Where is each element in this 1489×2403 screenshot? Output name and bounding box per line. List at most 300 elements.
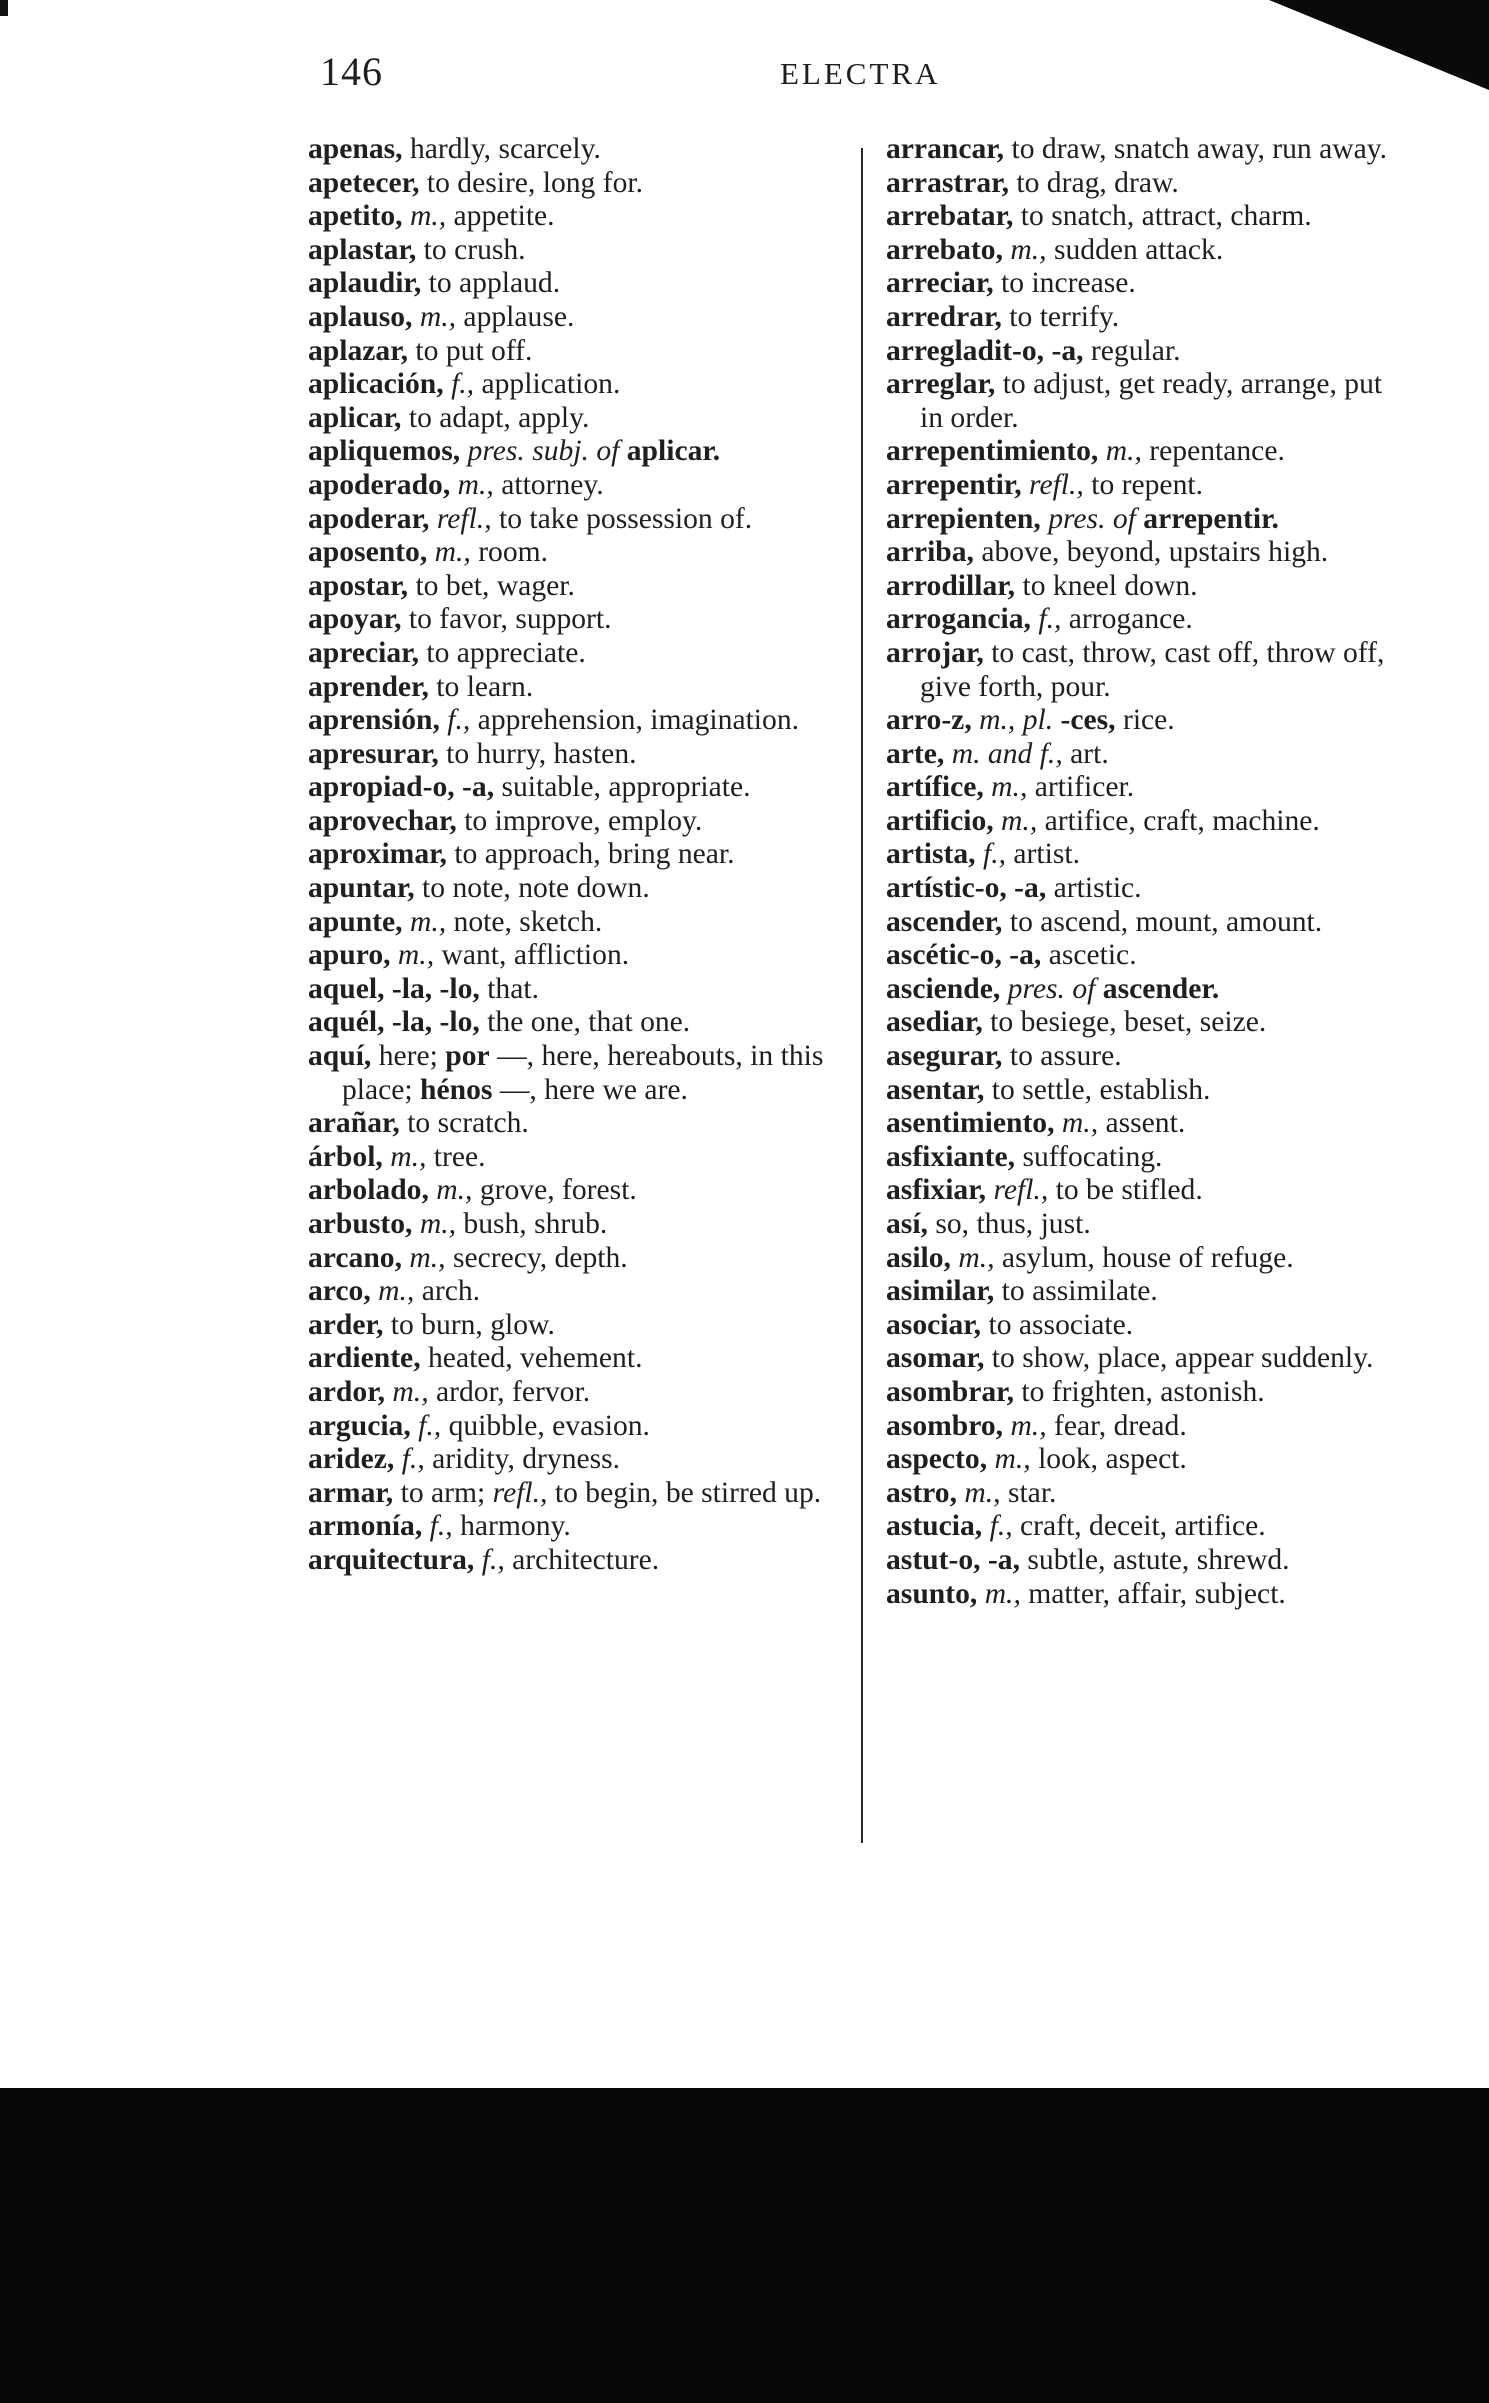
entry-grammar-label: m., bbox=[434, 536, 471, 569]
dictionary-entry bbox=[886, 503, 1406, 537]
scan-corner-mark bbox=[0, 0, 8, 16]
entry-cross-reference: ascender. bbox=[1102, 972, 1220, 1005]
entry-grammar-label: m., bbox=[1061, 1107, 1099, 1140]
dictionary-entry bbox=[308, 637, 848, 671]
entry-headword: apuntar, bbox=[308, 872, 415, 905]
entry-definition: to scratch. bbox=[399, 1107, 529, 1140]
entry-grammar-label: f., bbox=[401, 1443, 425, 1476]
entry-grammar-label: m., bbox=[994, 1443, 1031, 1476]
dictionary-entry bbox=[886, 200, 1406, 234]
entry-headword: ascétic-o, -a, bbox=[886, 939, 1042, 972]
dictionary-entry bbox=[308, 536, 848, 570]
dictionary-entry bbox=[308, 1040, 848, 1107]
entry-definition: artificer. bbox=[1027, 771, 1135, 804]
dictionary-entry bbox=[308, 133, 848, 167]
entry-headword: arrojar, bbox=[886, 636, 984, 669]
dictionary-entry bbox=[886, 838, 1406, 872]
entry-grammar-label: m., bbox=[1105, 435, 1142, 468]
entry-headword: aridez, bbox=[308, 1443, 395, 1476]
entry-definition: to note, note down. bbox=[414, 872, 650, 905]
entry-definition: look, aspect. bbox=[1030, 1443, 1187, 1476]
dictionary-entry bbox=[308, 570, 848, 604]
entry-grammar-label: m., bbox=[958, 1241, 995, 1274]
entry-definition bbox=[619, 435, 626, 467]
entry-headword: asegurar, bbox=[886, 1040, 1003, 1073]
entry-headword: apoderado, bbox=[308, 468, 451, 501]
entry-headword: aposento, bbox=[308, 536, 428, 569]
entry-grammar-label: refl., bbox=[1029, 468, 1084, 501]
entry-definition: —, here, hereabouts, in this place; bbox=[342, 1040, 824, 1106]
entry-definition: apprehension, imagination. bbox=[470, 704, 800, 737]
dictionary-entry bbox=[886, 469, 1406, 503]
entry-headword: asentimiento, bbox=[886, 1107, 1055, 1140]
dictionary-entry bbox=[308, 1342, 848, 1376]
entry-definition: to bet, wager. bbox=[408, 569, 575, 602]
entry-headword: aprovechar, bbox=[308, 804, 457, 837]
entry-cross-reference: -ces, bbox=[1060, 704, 1116, 737]
entry-definition: to cast, throw, cast off, throw off, give forth, pour. bbox=[920, 636, 1385, 703]
entry-definition: application. bbox=[474, 368, 621, 401]
dictionary-entry bbox=[886, 1141, 1406, 1175]
entry-definition: to adapt, apply. bbox=[401, 401, 590, 434]
dictionary-entry bbox=[886, 771, 1406, 805]
entry-headword: asunto, bbox=[886, 1577, 978, 1610]
dictionary-entry bbox=[886, 536, 1406, 570]
entry-definition: bush, shrub. bbox=[456, 1208, 608, 1240]
entry-headword: asfixiante, bbox=[886, 1140, 1016, 1173]
entry-headword: arro-z, bbox=[886, 704, 972, 737]
dictionary-entry bbox=[308, 1510, 848, 1544]
entry-headword: así, bbox=[886, 1208, 928, 1240]
entry-headword: aplicar, bbox=[308, 401, 402, 434]
entry-definition: to arm; bbox=[393, 1476, 493, 1509]
entry-grammar-label: m., bbox=[409, 1241, 446, 1274]
entry-definition: arch. bbox=[414, 1275, 481, 1308]
entry-grammar-label: pres. of bbox=[1048, 502, 1136, 535]
entry-definition: to kneel down. bbox=[1015, 569, 1198, 602]
entry-headword: armar, bbox=[308, 1476, 394, 1509]
entry-grammar-label: m., bbox=[457, 468, 494, 501]
entry-grammar-label: m., bbox=[378, 1275, 415, 1308]
dictionary-entry bbox=[308, 603, 848, 637]
entry-headword: apunte, bbox=[308, 905, 403, 938]
entry-cross-reference: arrepentir. bbox=[1143, 502, 1279, 535]
dictionary-entry bbox=[308, 368, 848, 402]
entry-headword: aproximar, bbox=[308, 838, 447, 871]
entry-definition: to learn. bbox=[428, 670, 534, 703]
dictionary-entry bbox=[886, 906, 1406, 940]
entry-definition: room. bbox=[470, 536, 549, 569]
dictionary-entry bbox=[308, 738, 848, 772]
dictionary-entry bbox=[886, 738, 1406, 772]
entry-headword: asilo, bbox=[886, 1241, 951, 1274]
dictionary-entry bbox=[886, 435, 1406, 469]
dictionary-entry bbox=[308, 469, 848, 503]
entry-definition: regular. bbox=[1083, 334, 1181, 367]
dictionary-entry bbox=[886, 368, 1406, 435]
entry-definition bbox=[994, 805, 1001, 837]
entry-definition: arrogance. bbox=[1061, 603, 1193, 636]
entry-headword: arte, bbox=[886, 737, 945, 770]
entry-definition: matter, affair, subject. bbox=[1020, 1577, 1286, 1610]
entry-definition: quibble, evasion. bbox=[441, 1409, 650, 1442]
dictionary-entry bbox=[308, 1006, 848, 1040]
entry-headword: arrepentimiento, bbox=[886, 435, 1099, 468]
dictionary-entry bbox=[308, 167, 848, 201]
entry-headword: artístic-o, -a, bbox=[886, 872, 1047, 905]
dictionary-entry bbox=[308, 234, 848, 268]
entry-headword: arreglar, bbox=[886, 368, 996, 401]
dictionary-entry bbox=[886, 973, 1406, 1007]
entry-headword: astut-o, -a, bbox=[886, 1543, 1020, 1576]
entry-grammar-label: m., bbox=[397, 939, 435, 972]
entry-headword: armonía, bbox=[308, 1510, 423, 1543]
entry-grammar-label: m., bbox=[390, 1140, 427, 1173]
dictionary-entry bbox=[886, 1544, 1406, 1578]
entry-definition: tree. bbox=[426, 1140, 486, 1173]
entry-definition: to show, place, appear suddenly. bbox=[984, 1342, 1374, 1375]
entry-definition: to hurry, hasten. bbox=[438, 737, 637, 770]
dictionary-entry bbox=[886, 301, 1406, 335]
page-curl-shadow bbox=[1269, 0, 1489, 90]
entry-definition bbox=[1098, 435, 1105, 467]
entry-headword: apostar, bbox=[308, 569, 409, 602]
dictionary-entry bbox=[308, 1208, 848, 1242]
dictionary-entry bbox=[308, 704, 848, 738]
entry-definition: suitable, appropriate. bbox=[494, 771, 751, 804]
entry-headword: ardor, bbox=[308, 1375, 386, 1408]
entry-headword: astucia, bbox=[886, 1510, 983, 1543]
entry-definition bbox=[403, 200, 410, 232]
left-column bbox=[308, 133, 848, 1578]
entry-definition: to snatch, attract, charm. bbox=[1013, 200, 1312, 233]
entry-definition: attorney. bbox=[493, 468, 604, 501]
entry-headword: apetito, bbox=[308, 200, 403, 233]
entry-definition: applause. bbox=[456, 300, 575, 333]
entry-headword: aplauso, bbox=[308, 300, 413, 333]
entry-definition: here; bbox=[371, 1040, 446, 1073]
entry-headword: arrepienten, bbox=[886, 502, 1041, 535]
entry-definition bbox=[444, 368, 451, 400]
entry-headword: arredrar, bbox=[886, 300, 1002, 333]
entry-grammar-label: m., bbox=[984, 1577, 1021, 1610]
dictionary-entry bbox=[886, 1208, 1406, 1242]
dictionary-entry bbox=[886, 1309, 1406, 1343]
entry-definition: to adjust, get ready, arrange, put in order. bbox=[920, 368, 1383, 434]
entry-headword: arreciar, bbox=[886, 267, 994, 300]
dictionary-entry bbox=[886, 603, 1406, 637]
entry-headword: aprensión, bbox=[308, 704, 440, 737]
entry-definition: craft, deceit, artifice. bbox=[1012, 1510, 1266, 1543]
entry-definition: that. bbox=[479, 972, 539, 1005]
dictionary-entry bbox=[886, 1510, 1406, 1544]
entry-definition: to appreciate. bbox=[418, 636, 586, 669]
entry-headword: arrastrar, bbox=[886, 166, 1009, 199]
entry-definition bbox=[450, 469, 457, 501]
dictionary-entry bbox=[886, 133, 1406, 167]
entry-definition: to begin, be stirred up. bbox=[547, 1476, 822, 1509]
entry-grammar-label: m., bbox=[991, 771, 1028, 804]
dictionary-entry bbox=[308, 771, 848, 805]
entry-definition: to settle, establish. bbox=[984, 1073, 1211, 1106]
entry-headword: artificio, bbox=[886, 804, 994, 837]
dictionary-entry bbox=[886, 267, 1406, 301]
entry-definition bbox=[1000, 973, 1007, 1005]
entry-definition: to approach, bring near. bbox=[446, 838, 735, 871]
entry-definition: to crush. bbox=[416, 233, 526, 266]
right-column bbox=[886, 133, 1406, 1611]
entry-grammar-label: m., pl. bbox=[979, 704, 1054, 737]
dictionary-entry bbox=[886, 1477, 1406, 1511]
entry-grammar-label: m., bbox=[409, 200, 447, 233]
dictionary-entry bbox=[308, 973, 848, 1007]
dictionary-entry bbox=[886, 1443, 1406, 1477]
dictionary-entry bbox=[308, 503, 848, 537]
dictionary-entry bbox=[308, 1141, 848, 1175]
entry-headword: argucia, bbox=[308, 1409, 411, 1442]
entry-headword: arcano, bbox=[308, 1241, 402, 1274]
entry-grammar-label: pres. of bbox=[1007, 972, 1096, 1005]
entry-definition: sudden attack. bbox=[1046, 233, 1224, 266]
entry-headword: arquitectura, bbox=[308, 1543, 475, 1576]
entry-definition: suffocating. bbox=[1015, 1140, 1163, 1173]
entry-headword: asciende, bbox=[886, 972, 1001, 1005]
entry-grammar-label: f., bbox=[429, 1510, 453, 1543]
entry-headword: arriba, bbox=[886, 536, 974, 569]
entry-definition bbox=[422, 1510, 429, 1542]
dictionary-entry bbox=[308, 939, 848, 973]
entry-headword: aquél, -la, -lo, bbox=[308, 1006, 480, 1039]
page-number: 146 bbox=[320, 49, 383, 94]
entry-definition: to applaud. bbox=[421, 267, 561, 300]
dictionary-entry bbox=[886, 1107, 1406, 1141]
entry-definition: star. bbox=[1000, 1476, 1057, 1509]
column-rule bbox=[861, 148, 863, 1843]
entry-headword: arrancar, bbox=[886, 133, 1005, 165]
entry-cross-reference: aplicar. bbox=[626, 435, 721, 468]
entry-grammar-label: f., bbox=[447, 704, 471, 737]
entry-definition: to besiege, beset, seize. bbox=[982, 1006, 1267, 1039]
entry-headword: asfixiar, bbox=[886, 1174, 987, 1207]
entry-definition: grove, forest. bbox=[472, 1174, 637, 1207]
entry-definition: artifice, craft, machine. bbox=[1037, 804, 1320, 837]
entry-definition bbox=[412, 301, 419, 333]
entry-definition: to associate. bbox=[981, 1308, 1134, 1341]
entry-definition bbox=[944, 738, 951, 770]
entry-headword: arañar, bbox=[308, 1107, 400, 1140]
entry-headword: arco, bbox=[308, 1275, 371, 1308]
entry-definition bbox=[460, 435, 467, 467]
entry-definition bbox=[412, 1208, 419, 1240]
entry-headword: arrebatar, bbox=[886, 200, 1014, 233]
dictionary-entry bbox=[308, 838, 848, 872]
dictionary-entry bbox=[308, 1107, 848, 1141]
entry-definition: to desire, long for. bbox=[419, 166, 644, 199]
dictionary-entry bbox=[886, 1410, 1406, 1444]
dictionary-entry bbox=[308, 1477, 848, 1511]
dictionary-entry bbox=[886, 167, 1406, 201]
entry-grammar-label: pres. subj. of bbox=[467, 435, 620, 468]
entry-headword: artista, bbox=[886, 838, 976, 871]
entry-headword: apenas, bbox=[308, 133, 403, 165]
entry-headword: arder, bbox=[308, 1308, 384, 1341]
entry-definition: to burn, glow. bbox=[383, 1308, 555, 1341]
dictionary-entry bbox=[886, 1040, 1406, 1074]
entry-headword: arrebato, bbox=[886, 233, 1003, 266]
entry-headword: aquel, -la, -lo, bbox=[308, 972, 480, 1005]
dictionary-entry bbox=[308, 1410, 848, 1444]
dictionary-entry bbox=[308, 872, 848, 906]
entry-definition bbox=[427, 536, 434, 568]
entry-definition bbox=[1053, 704, 1060, 736]
entry-definition: to improve, employ. bbox=[456, 804, 703, 837]
entry-definition: to take possession of. bbox=[491, 502, 753, 535]
entry-definition: to assure. bbox=[1002, 1040, 1122, 1073]
entry-definition: artist. bbox=[1006, 838, 1080, 871]
entry-definition: to draw, snatch away, run away. bbox=[1004, 133, 1388, 165]
entry-definition bbox=[394, 1443, 401, 1475]
entry-grammar-label: m., bbox=[964, 1476, 1001, 1509]
entry-definition: heated, vehement. bbox=[420, 1342, 643, 1375]
entry-cross-reference: por bbox=[445, 1040, 490, 1073]
dictionary-entry bbox=[308, 267, 848, 301]
dictionary-entry bbox=[308, 906, 848, 940]
entry-grammar-label: f., bbox=[989, 1510, 1013, 1543]
entry-headword: apuro, bbox=[308, 939, 391, 972]
dictionary-entry bbox=[308, 200, 848, 234]
entry-headword: apliquemos, bbox=[308, 435, 461, 468]
entry-headword: apetecer, bbox=[308, 166, 420, 199]
entry-headword: artífice, bbox=[886, 771, 984, 804]
entry-definition: artistic. bbox=[1046, 872, 1142, 905]
entry-grammar-label: f., bbox=[481, 1543, 505, 1576]
entry-grammar-label: m., bbox=[392, 1375, 429, 1408]
entry-grammar-label: f., bbox=[451, 368, 475, 401]
dictionary-entry bbox=[886, 872, 1406, 906]
entry-headword: asimilar, bbox=[886, 1275, 995, 1308]
dictionary-entry bbox=[886, 1275, 1406, 1309]
entry-headword: árbol, bbox=[308, 1140, 383, 1173]
dictionary-entry bbox=[886, 1342, 1406, 1376]
entry-definition bbox=[1022, 469, 1029, 501]
entry-definition: architecture. bbox=[504, 1543, 660, 1576]
entry-definition: —, here we are. bbox=[492, 1073, 688, 1106]
running-head: ELECTRA bbox=[780, 56, 941, 91]
entry-definition: to frighten, astonish. bbox=[1013, 1375, 1265, 1408]
dictionary-entry bbox=[886, 1006, 1406, 1040]
entry-definition bbox=[391, 939, 398, 971]
entry-headword: aplazar, bbox=[308, 334, 409, 367]
dictionary-entry bbox=[886, 704, 1406, 738]
entry-headword: aplaudir, bbox=[308, 267, 422, 300]
entry-definition: hardly, scarcely. bbox=[402, 133, 601, 165]
dictionary-entry bbox=[308, 1309, 848, 1343]
entry-definition: ascetic. bbox=[1041, 939, 1137, 972]
entry-definition: note, sketch. bbox=[446, 905, 603, 938]
entry-headword: arrogancia, bbox=[886, 603, 1031, 636]
scan-bottom-band bbox=[0, 2088, 1489, 2403]
dictionary-entry bbox=[886, 234, 1406, 268]
entry-definition bbox=[429, 503, 436, 535]
entry-definition bbox=[982, 1510, 989, 1542]
entry-definition bbox=[987, 1443, 994, 1475]
entry-headword: apresurar, bbox=[308, 737, 439, 770]
entry-headword: arrodillar, bbox=[886, 569, 1016, 602]
dictionary-entry bbox=[886, 1578, 1406, 1612]
entry-definition: to put off. bbox=[408, 334, 533, 367]
dictionary-entry bbox=[308, 1275, 848, 1309]
entry-definition: to increase. bbox=[993, 267, 1136, 300]
dictionary-entry bbox=[886, 1376, 1406, 1410]
entry-definition: harmony. bbox=[452, 1510, 571, 1543]
entry-definition: to terrify. bbox=[1001, 300, 1120, 333]
dictionary-entry bbox=[308, 671, 848, 705]
entry-definition bbox=[977, 1578, 984, 1610]
entry-definition bbox=[976, 838, 983, 870]
dictionary-entry bbox=[308, 1174, 848, 1208]
entry-headword: asombro, bbox=[886, 1409, 1004, 1442]
entry-definition: rice. bbox=[1115, 704, 1175, 737]
dictionary-entry bbox=[308, 1242, 848, 1276]
entry-definition bbox=[1095, 973, 1102, 1005]
entry-headword: asociar, bbox=[886, 1308, 982, 1341]
entry-headword: apoderar, bbox=[308, 502, 430, 535]
entry-headword: apoyar, bbox=[308, 603, 402, 636]
entry-headword: ardiente, bbox=[308, 1342, 421, 1375]
entry-definition: to repent. bbox=[1083, 468, 1203, 501]
entry-definition: want, affliction. bbox=[434, 939, 630, 972]
entry-headword: asomar, bbox=[886, 1342, 985, 1375]
entry-grammar-label: f., bbox=[1038, 603, 1062, 636]
dictionary-entry bbox=[886, 335, 1406, 369]
entry-grammar-label: m., bbox=[1010, 233, 1047, 266]
entry-definition: ardor, fervor. bbox=[428, 1375, 591, 1408]
entry-definition: art. bbox=[1062, 737, 1109, 770]
entry-grammar-label: m., bbox=[419, 1208, 456, 1240]
entry-definition: so, thus, just. bbox=[927, 1208, 1091, 1240]
entry-headword: aquí, bbox=[308, 1040, 372, 1073]
entry-grammar-label: m., bbox=[1001, 804, 1038, 837]
entry-definition: the one, that one. bbox=[479, 1006, 691, 1039]
entry-definition: assent. bbox=[1098, 1107, 1186, 1140]
dictionary-entry bbox=[308, 805, 848, 839]
entry-definition bbox=[403, 906, 410, 938]
entry-headword: arbolado, bbox=[308, 1174, 429, 1207]
dictionary-entry bbox=[886, 637, 1406, 704]
entry-headword: astro, bbox=[886, 1476, 957, 1509]
entry-grammar-label: f., bbox=[982, 838, 1007, 871]
dictionary-entry bbox=[308, 1443, 848, 1477]
entry-definition bbox=[1055, 1107, 1062, 1139]
dictionary-entry bbox=[308, 435, 848, 469]
entry-headword: apreciar, bbox=[308, 636, 419, 669]
entry-grammar-label: m. and f., bbox=[951, 737, 1063, 770]
entry-cross-reference: hénos bbox=[420, 1073, 493, 1106]
entry-headword: aspecto, bbox=[886, 1443, 988, 1476]
entry-grammar-label: refl., bbox=[993, 1174, 1049, 1207]
entry-definition bbox=[474, 1544, 481, 1576]
entry-definition: fear, dread. bbox=[1046, 1409, 1187, 1442]
dictionary-entry bbox=[886, 805, 1406, 839]
entry-grammar-label: m., bbox=[419, 300, 457, 333]
entry-headword: ascender, bbox=[886, 905, 1003, 938]
entry-definition: to favor, support. bbox=[401, 603, 612, 636]
dictionary-entry bbox=[886, 1074, 1406, 1108]
entry-definition: repentance. bbox=[1141, 435, 1285, 468]
entry-headword: aprender, bbox=[308, 670, 429, 703]
entry-grammar-label: m., bbox=[409, 905, 447, 938]
entry-grammar-label: f., bbox=[418, 1409, 442, 1442]
